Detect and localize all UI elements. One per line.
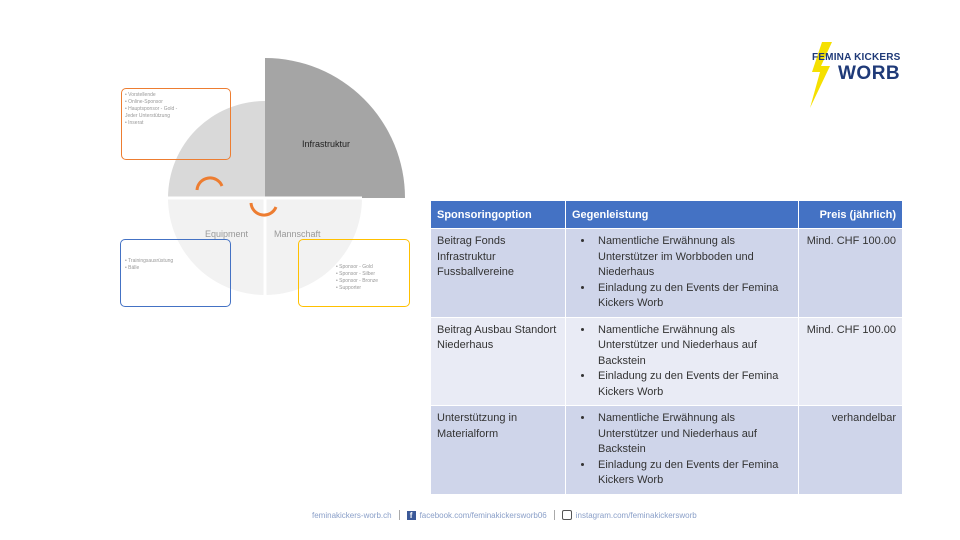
instagram-icon xyxy=(562,510,572,520)
callout-text-top-left: • Vorstellende • Online-Sponsor • Hauptsponsor - Gold - Jeder Unterstützung • Inserat xyxy=(125,92,178,126)
benefit-item: • Einladung zu den Events der Femina Kickers Worb xyxy=(594,281,792,312)
infrastruktur-label: Infrastruktur xyxy=(302,139,351,149)
logo-text-line1: FEMINA KICKERS xyxy=(812,52,901,63)
femina-kickers-logo xyxy=(808,48,918,108)
row-benefits xyxy=(566,317,799,406)
table-row xyxy=(431,406,903,495)
row-price: Mind. CHF 100.00 xyxy=(799,229,903,318)
row-benefits xyxy=(566,229,799,318)
row-option: Beitrag Fonds Infrastruktur Fussballvereine xyxy=(431,229,566,318)
sponsoring-table xyxy=(430,200,903,495)
table-row xyxy=(431,229,903,318)
row-price: Mind. CHF 100.00 xyxy=(799,317,903,406)
benefit-item: • Namentliche Erwähnung als Unterstützer im Worbboden und Niederhaus xyxy=(594,234,792,281)
benefit-item: • Namentliche Erwähnung als Unterstützer und Niederhaus auf Backstein xyxy=(594,323,792,370)
callout-text-bottom-right: • Sponsor - Gold • Sponsor - Silber • Sponsor - Bronze • Supporter xyxy=(336,264,379,291)
benefit-item: • Einladung zu den Events der Femina Kickers Worb xyxy=(594,369,792,400)
equipment-label: Equipment xyxy=(205,229,249,239)
infrastruktur-wedge xyxy=(265,58,405,198)
facebook-icon: f xyxy=(407,511,416,520)
callout-box-bottom-left xyxy=(120,239,231,307)
callout-text-bottom-left: • Trainingsausrüstung • Bälle xyxy=(125,258,174,271)
header-gegenleistung: Gegenleistung xyxy=(566,201,799,229)
divider xyxy=(554,510,555,520)
logo-text-line2: WORB xyxy=(838,63,901,84)
header-preis: Preis (jährlich) xyxy=(799,201,903,229)
divider xyxy=(399,510,400,520)
instagram-link[interactable]: instagram.com/feminakickersworb xyxy=(575,510,697,520)
benefit-item: • Einladung zu den Events der Femina Kickers Worb xyxy=(594,458,792,489)
row-benefits xyxy=(566,406,799,495)
table-header-row xyxy=(431,201,903,229)
footer xyxy=(312,510,697,520)
row-option: Beitrag Ausbau Standort Niederhaus xyxy=(431,317,566,406)
website-link[interactable]: feminakickers-worb.ch xyxy=(312,510,392,520)
mannschaft-label: Mannschaft xyxy=(274,229,321,239)
facebook-link[interactable]: facebook.com/feminakickersworb06 xyxy=(419,510,547,520)
table-row xyxy=(431,317,903,406)
row-price: verhandelbar xyxy=(799,406,903,495)
header-sponsoringoption: Sponsoringoption xyxy=(431,201,566,229)
benefit-item: • Namentliche Erwähnung als Unterstützer und Niederhaus auf Backstein xyxy=(594,411,792,458)
row-option: Unterstützung in Materialform xyxy=(431,406,566,495)
